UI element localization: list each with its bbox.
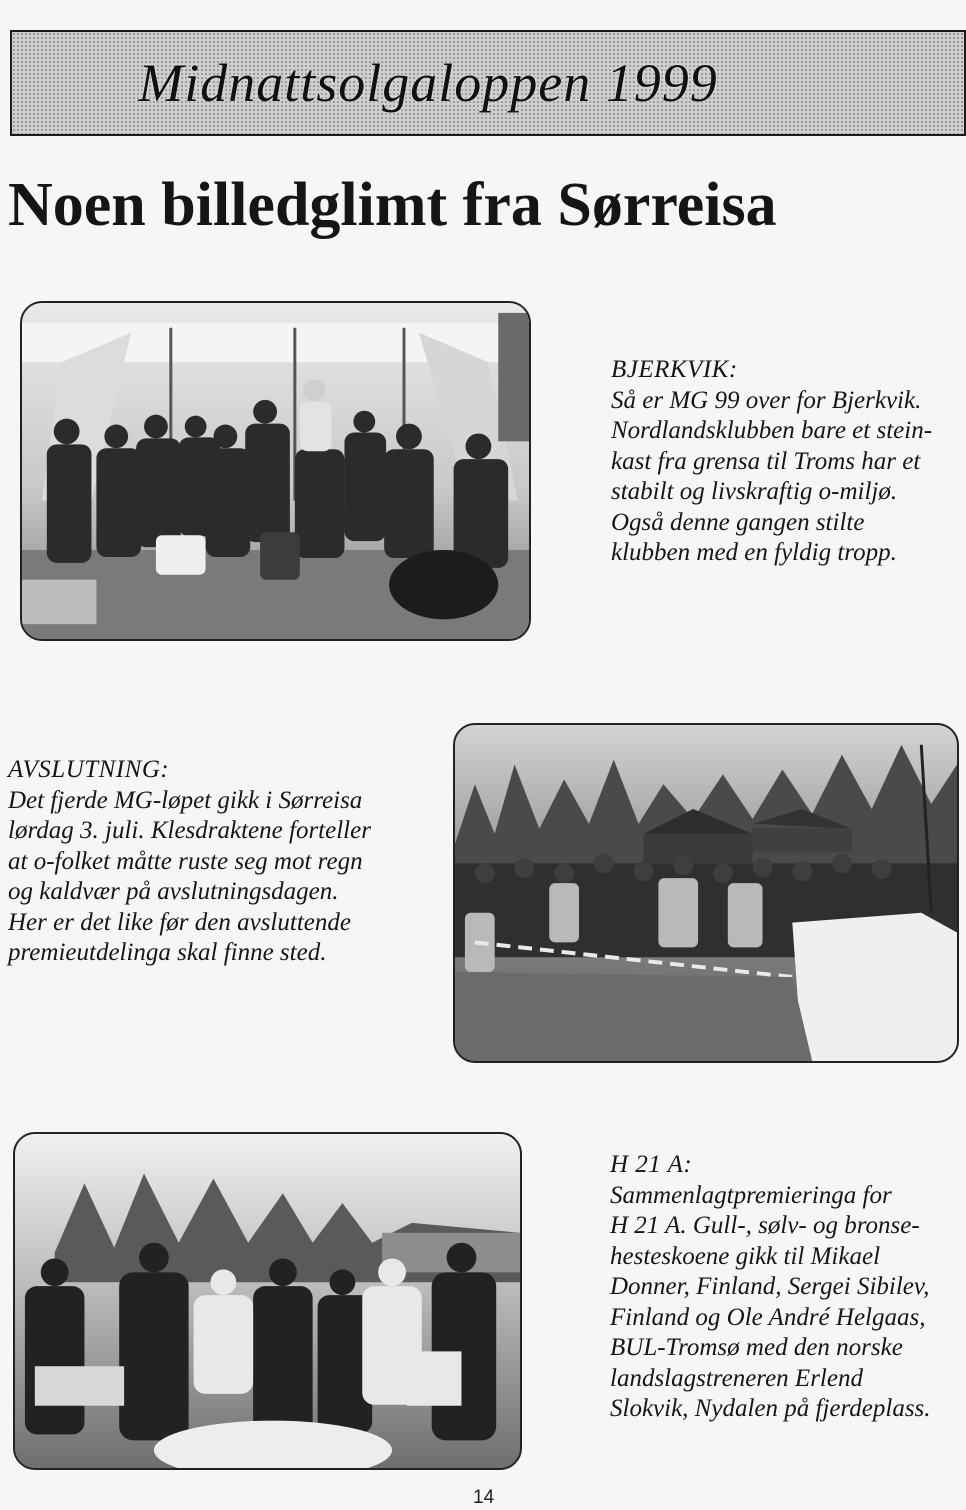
caption-line: Også denne gangen stilte [611,508,865,536]
caption-line: Finland og Ole André Helgaas, [610,1303,926,1331]
caption-line: stabilt og livskraftig o-miljø. [611,478,898,505]
photo-bjerkvik-group [20,301,531,641]
caption-line: Her er det like før den avsluttende [8,908,351,936]
caption-line: Nordlandsklubben bare et stein- [611,417,933,444]
caption-line: Sammenlagtpremieringa for [610,1181,892,1209]
photo-h21a-ceremony [13,1132,522,1470]
caption-line: Det fjerde MG-løpet gikk i Sørreisa [8,786,363,814]
caption-h21a [610,1150,962,1425]
page-number: 14 [473,1487,495,1508]
caption-line: Slokvik, Nydalen på fjerdeplass. [610,1395,931,1422]
caption-line: kast fra grensa til Troms har et [611,447,921,475]
caption-bjerkvik [611,355,961,569]
caption-line: H 21 A. Gull-, sølv- og bronse- [610,1212,920,1239]
banner-title: Midnattsolgaloppen 1999 [138,53,718,113]
page-headline: Noen billedglimt fra Sørreisa [8,171,777,239]
caption-line: klubben med en fyldig tropp. [611,539,897,566]
caption-line: og kaldvær på avslutningsdagen. [8,878,339,905]
caption-line: BUL-Tromsø med den norske [610,1334,903,1361]
caption-line: Så er MG 99 over for Bjerkvik. [611,386,922,414]
caption-heading: AVSLUTNING: [8,756,170,783]
caption-line: Donner, Finland, Sergei Sibilev, [610,1273,930,1300]
caption-line: premieutdelinga skal finne sted. [8,939,327,966]
caption-heading: H 21 A: [610,1151,693,1178]
caption-avslutning [8,755,428,969]
caption-line: lørdag 3. juli. Klesdraktene forteller [8,817,371,844]
caption-line: hesteskoene gikk til Mikael [610,1242,881,1270]
photo-avslutning-crowd [453,723,959,1063]
caption-line: landslagstreneren Erlend [610,1364,863,1392]
caption-line: at o-folket måtte ruste seg mot regn [8,847,363,875]
caption-heading: BJERKVIK: [611,356,738,383]
title-banner [10,30,966,136]
